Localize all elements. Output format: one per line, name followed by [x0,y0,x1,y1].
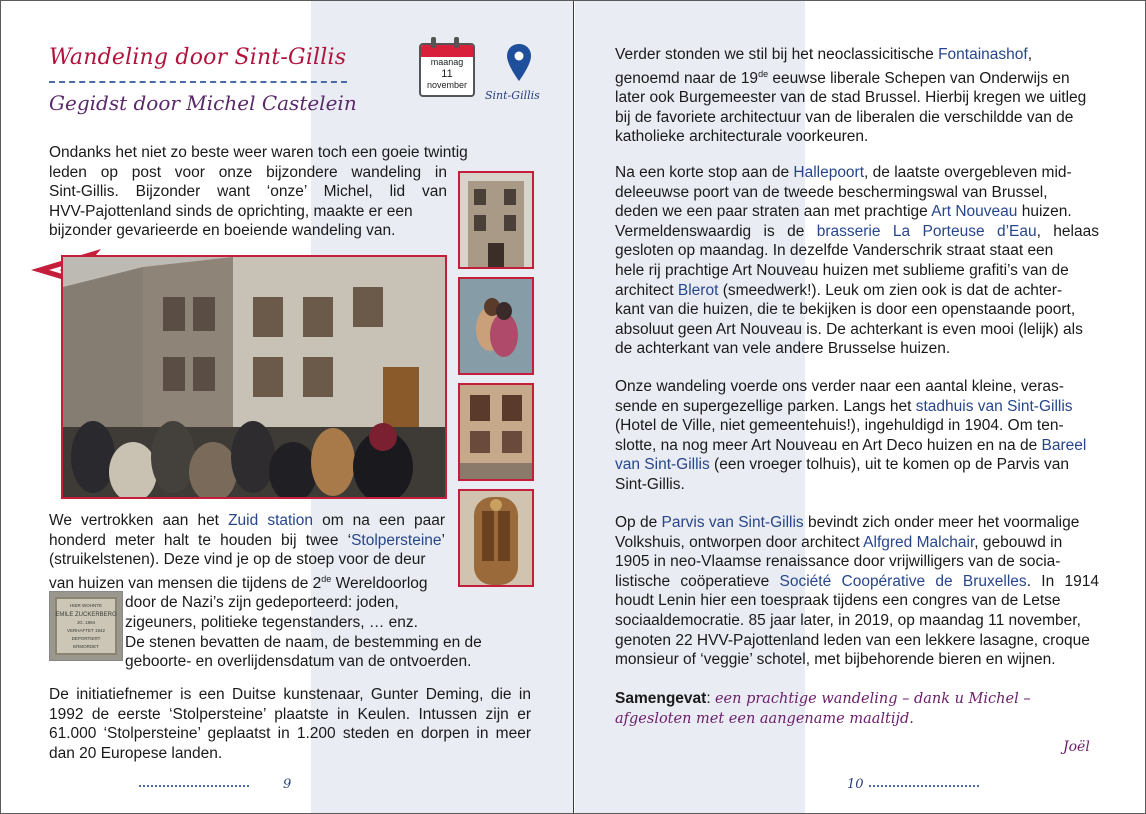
text-fragment: (smeedwerk!). Leuk om zien ook is dat de achter- [718,281,1063,299]
text-fragment: (een vroeger tolhuis), uit te komen op de Parvis van [709,456,1070,474]
stone-line: EMILE ZUCKERBERG [55,612,117,618]
text-line: (struikelstenen). Deze vind je op de stoep voor de deur [49,551,426,569]
location-label: Sint-Gillis [485,89,540,102]
text-fragment: , de laatste overgebleven mid- [864,164,1072,181]
title-divider [49,81,347,83]
summary-label: Samengevat [615,690,707,707]
text-line: 1905 in neo-Vlaamse renaissance door vrijwilligers van de socia- [615,553,1061,571]
text-fragment: slotte, na nog meer Art Nouveau en Art Deco huizen en na de [615,436,1042,454]
intro-paragraph [49,143,468,241]
text-fragment: . In 1914 [1026,572,1100,590]
brasserie-link[interactable]: brasserie La Porteuse d’Eau [816,222,1037,240]
text-fragment: architect [615,281,678,299]
parvis-link[interactable]: Parvis van Sint-Gillis [661,514,804,531]
calendar-month: november [426,80,468,90]
text-line: genoten 22 HVV-Pajottenland leden van een lekkere lasagne, croque [615,631,1090,649]
stone-line: ERMORDET [73,644,99,649]
facade-photo-1 [458,171,534,269]
malchair-link[interactable]: Alfgred Malchair [863,533,975,551]
door-photo [458,489,534,587]
group-photo [61,255,447,499]
bareel-link[interactable]: Bareel [1041,436,1087,454]
graffiti-photo [458,277,534,375]
text-line: Ondanks het niet zo beste weer waren toch een goeie twintig [49,144,468,161]
initiator-paragraph [49,685,531,763]
societe-cooperative-link[interactable]: Société Coopérative de Bruxelles [779,572,1027,590]
text-fragment: eeuwse liberale Schepen van Onderwijs en [768,69,1070,87]
text-line: monsieur of ‘veggie’ schotel, met bijbehorende bieren en wijnen. [615,651,1056,669]
page-gutter [573,1,574,813]
text-fragment: Na een korte stop aan de [615,164,794,181]
facade-photo-2 [458,383,534,481]
calendar-icon [419,37,471,95]
text-fragment: Vermeldenswaardig is de [615,222,817,240]
text-line: gesloten op maandag. In dezelfde Vanderschrik straat staat een [615,242,1054,260]
text-fragment: honderd meter halt te houden bij twee ‘ [49,531,352,549]
summary [615,689,1099,729]
text-fragment: deden we een paar straten aan met prachtige [615,203,932,221]
text-line: houdt Lenin hier een toespraak tijdens een congres van de Letse [615,592,1061,610]
article-subtitle: Gegidst door Michel Castelein [49,91,357,115]
article-title: Wandeling door Sint-Gillis [49,45,347,70]
fontainashof-paragraph [615,45,1099,147]
stolperstein-photo [49,591,123,661]
map-pin-icon [506,43,532,83]
text-fragment: bevindt zich onder meer het voormalige [803,514,1080,531]
text-line: de achterkant van vele andere Brusselse huizen. [615,340,951,358]
stone-line: DEPORTIERT [71,636,101,641]
text-fragment: Op de [615,514,662,531]
text-line: bijzonder gevarieerde en boeiende wandeling van. [49,222,396,240]
superscript: de [321,573,332,584]
calendar-weekday: maanag [430,57,464,67]
stone-line: HIER WOHNTE [70,603,102,608]
page-number-rule-left [139,785,249,787]
text-fragment: sende en supergezellige parken. Langs het [615,397,916,415]
superscript: de [758,68,769,79]
hallepoort-paragraph [615,163,1099,359]
text-fragment: om na een paar [312,512,445,529]
parvis-paragraph [615,513,1099,670]
text-line: door de Nazi’s zijn gedeporteerd: joden, [125,594,399,612]
text-line: kant van die huizen, die te bekijken is door een openstaande poort, [615,301,1076,319]
text-fragment: huizen. [1017,203,1072,221]
text-fragment: listische coöperatieve [615,572,780,590]
text-line: Sint-Gillis. Bijzonder want ‘onze’ Michel, lid van [49,183,447,201]
text-line: later ook Burgemeester van de stad Brussel. Hierbij kregen we uitleg [615,89,1087,107]
stone-line: VERHAFTET 1942 [67,628,105,633]
text-line: (Hotel de Ville, niet gemeentehuis!), ingehuldigd in 1904. Om ten- [615,417,1064,435]
text-line: leden op post voor onze bijzondere wandeling in [49,163,447,181]
text-fragment: , [1027,46,1033,63]
text-line: geboorte- en overlijdensdatum van de ontvoerden. [125,653,472,671]
text-line: De initiatiefnemer is een Duitse kunstenaar, Gunter Deming, die in [49,686,531,703]
text-line: 1992 de eerste ‘Stolpersteine’ plaatste in Keulen. Intussen zijn er [49,705,531,723]
page-number-right: 10 [847,777,864,792]
text-line: dan 20 Europese landen. [49,744,223,762]
page-number-left: 9 [283,777,292,792]
text-fragment: genoemd naar de 19 [615,69,759,87]
text-line: De stenen bevatten de naam, de bestemming en de [125,633,482,651]
text-fragment: , helaas [1036,222,1099,240]
summary-text: afgesloten met een aangename maaltijd. [615,710,914,727]
art-nouveau-link[interactable]: Art Nouveau [931,203,1018,221]
text-line: hele rij prachtige Art Nouveau huizen met sublieme grafiti’s van de [615,261,1069,279]
text-line: absoluut geen Art Nouveau is. De achterkant is even mooi (lelijk) als [615,320,1083,338]
text-line: deleeuwse poort van de tweede beschermingswal van Brussel, [615,183,1048,201]
text-line: Onze wandeling voerde ons verder naar een aantal kleine, veras- [615,378,1064,395]
text-line: katholieke architecturale voorkeuren. [615,128,869,146]
text-line: Sint-Gillis. [615,475,685,493]
text-line: sociaaldemocratie. 85 jaar later, in 2019, op maandag 11 november, [615,611,1081,629]
stone-line: JG. 1894 [76,620,96,625]
text-fragment: ’ [441,531,445,549]
stolpersteine-link[interactable]: Stolpersteine [351,531,442,549]
page-number-rule-right [869,785,979,787]
author-signature: Joël [1063,739,1090,755]
text-fragment: , gebouwd in [974,533,1063,551]
text-line: zigeuners, politieke tegenstanders, … enz. [125,613,418,631]
bareel-link-continued[interactable]: van Sint-Gillis [615,456,710,474]
text-fragment: van huizen van mensen die tijdens de 2 [49,574,322,592]
text-line: bij de favoriete architectuur van de liberalen die verschildde van de [615,108,1074,126]
fontainashof-link[interactable]: Fontainashof [938,46,1028,63]
text-fragment: Wereldoorlog [331,574,428,592]
text-fragment: Verder stonden we stil bij het neoclassicitische [615,46,939,63]
stadhuis-link[interactable]: stadhuis van Sint-Gillis [915,397,1073,415]
blerot-link[interactable]: Blerot [677,281,719,299]
zuid-station-link[interactable]: Zuid station [228,512,313,529]
text-line: 61.000 ‘Stolpersteine’ geplaatst in 1.200 steden en dorpen in meer [49,725,531,743]
text-fragment: We vertrokken aan het [49,512,229,529]
parks-paragraph [615,377,1099,495]
text-line: HVV-Pajottenland sinds de oprichting, maakte er een [49,202,413,220]
hallepoort-link[interactable]: Hallepoort [793,164,865,181]
calendar-day: 11 [441,68,453,80]
text-fragment: Volkshuis, ontworpen door architect [615,533,864,551]
summary-text: een prachtige wandeling – dank u Michel – [714,691,1031,707]
text-fragment: : [706,690,715,707]
